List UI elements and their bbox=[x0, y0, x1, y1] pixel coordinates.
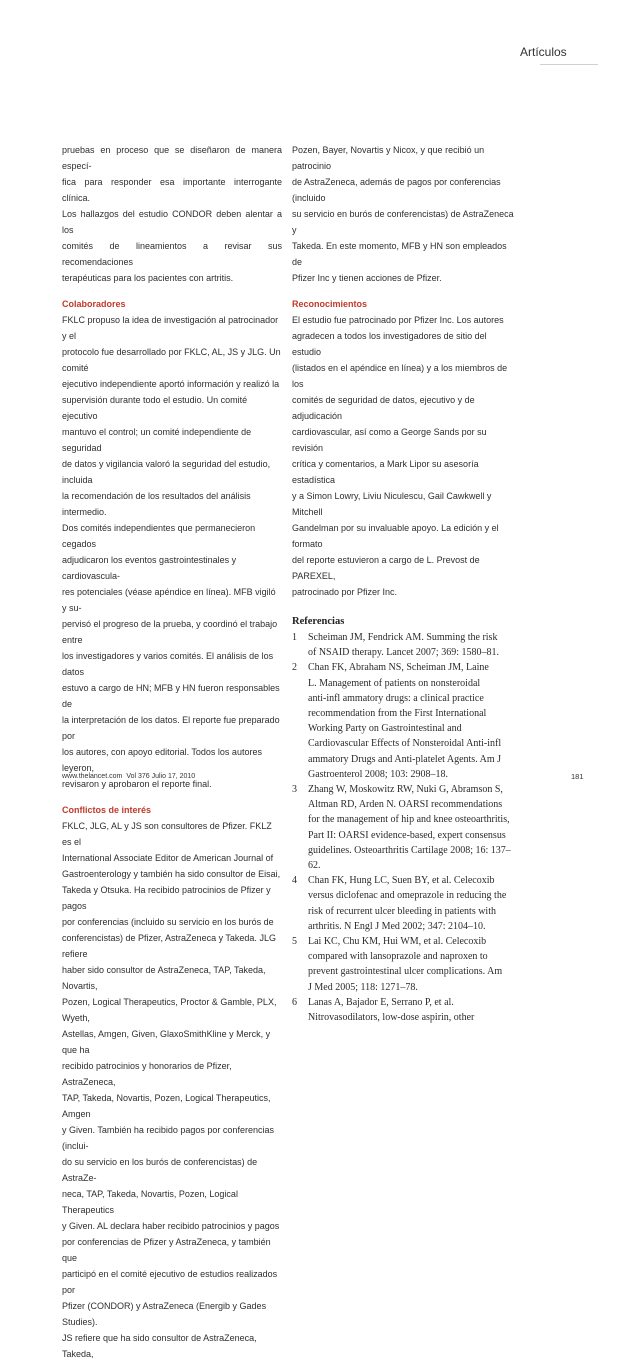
text-line: y Given. También ha recibido pagos por conferencias (inclui- bbox=[62, 1125, 274, 1151]
text-line: protocolo fue desarrollado por FKLC, AL, JS y JLG. Un comité bbox=[62, 347, 281, 373]
text-line: los investigadores y varios comités. El análisis de los datos bbox=[62, 651, 274, 677]
conflictos-text bbox=[62, 818, 282, 1362]
text-line: de datos y vigilancia valoró la seguridad del estudio, incluida bbox=[62, 459, 271, 485]
reference-line: Lanas A, Bajador E, Serrano P, et al. bbox=[308, 996, 454, 1008]
reference-number: 3 bbox=[292, 784, 297, 796]
reference-line: prevent gastrointestinal ulcer complications. Am bbox=[308, 966, 503, 978]
reconocimientos-heading: Reconocimientos bbox=[292, 299, 368, 309]
colaboradores-heading: Colaboradores bbox=[62, 299, 126, 309]
text-line: revisaron y aprobaron el reporte final. bbox=[62, 779, 212, 789]
reference-line: Gastroenterol 2008; 103: 2908–18. bbox=[308, 768, 448, 780]
text-line: mantuvo el control; un comité independiente de seguridad bbox=[62, 427, 252, 453]
text-line: Pfizer (CONDOR) y AstraZeneca (Energib y Gades Studies). bbox=[62, 1301, 267, 1327]
reconocimientos-text bbox=[292, 312, 518, 600]
reference-line: of NSAID therapy. Lancet 2007; 369: 1580–81. bbox=[308, 647, 499, 659]
text-line: la interpretación de los datos. El reporte fue preparado por bbox=[62, 715, 280, 741]
text-line: pruebas en proceso que se diseñaron de manera especí- bbox=[62, 145, 282, 171]
text-line: comités de lineamientos a revisar sus recomendaciones bbox=[62, 241, 282, 267]
reference-item bbox=[292, 995, 518, 1025]
text-line: International Associate Editor de American Journal of bbox=[62, 853, 274, 863]
reference-line: risk of recurrent ulcer bleeding in patients with bbox=[308, 905, 496, 917]
text-line: FKLC, JLG, AL y JS son consultores de Pfizer. FKLZ es el bbox=[62, 821, 272, 847]
text-line: patrocinado por Pfizer Inc. bbox=[292, 587, 398, 597]
text-line: (listados en el apéndice en línea) y a los miembros de los bbox=[292, 363, 508, 389]
footer-volume: Vol 376 Julio 17, 2010 bbox=[126, 773, 196, 780]
right-column bbox=[292, 142, 518, 1025]
right-intro bbox=[292, 142, 518, 286]
left-intro bbox=[62, 142, 282, 286]
section-title: Artículos bbox=[520, 45, 567, 59]
header-rule bbox=[540, 64, 598, 65]
text-line: cardiovascular, así como a George Sands por su revisión bbox=[292, 427, 487, 453]
text-line: recibido patrocinios y honorarios de Pfizer, AstraZeneca, bbox=[62, 1061, 232, 1087]
text-line: fica para responder esa importante interrogante clínica. bbox=[62, 177, 282, 203]
text-line: adjudicaron los eventos gastrointestinales y cardiovascula- bbox=[62, 555, 237, 581]
text-line: Gastroenterology y también ha sido consultor de Eisai, bbox=[62, 869, 281, 879]
text-line: terapéuticas para los pacientes con artritis. bbox=[62, 273, 234, 283]
text-line: del reporte estuvieron a cargo de L. Prevost de PAREXEL, bbox=[292, 555, 480, 581]
reference-line: Scheiman JM, Fendrick AM. Summing the risk bbox=[308, 632, 498, 643]
text-line: y Given. AL declara haber recibido patrocinios y pagos bbox=[62, 1221, 280, 1231]
reference-line: versus diclofenac and omeprazole in reducing the bbox=[308, 890, 507, 902]
text-line: Dos comités independientes que permanecieron cegados bbox=[62, 523, 256, 549]
text-line: Takeda y Otsuka. Ha recibido patrocinios de Pfizer y pagos bbox=[62, 885, 271, 911]
reference-number: 2 bbox=[292, 662, 297, 674]
left-column bbox=[62, 142, 282, 1362]
text-line: Los hallazgos del estudio CONDOR deben alentar a los bbox=[62, 209, 282, 235]
reference-line: J Med 2005; 118: 1271–78. bbox=[308, 981, 418, 993]
text-line: de AstraZeneca, además de pagos por conferencias (incluido bbox=[292, 177, 501, 203]
reference-line: guidelines. Osteoarthritis Cartilage 2008; 16: 137–62. bbox=[308, 844, 511, 872]
reference-item bbox=[292, 660, 518, 782]
text-line: agradecen a todos los investigadores de sitio del estudio bbox=[292, 331, 487, 357]
reference-line: Lai KC, Chu KM, Hui WM, et al. Celecoxib bbox=[308, 936, 487, 948]
text-line: JS refiere que ha sido consultor de AstraZeneca, Takeda, bbox=[62, 1333, 257, 1359]
referencias-heading: Referencias bbox=[292, 616, 345, 627]
reference-line: Chan FK, Abraham NS, Scheiman JM, Laine bbox=[308, 662, 489, 674]
reference-item bbox=[292, 630, 518, 660]
text-line: crítica y comentarios, a Mark Lipor su asesoría estadística bbox=[292, 459, 479, 485]
text-line: por conferencias de Pfizer y AstraZeneca, y también que bbox=[62, 1237, 271, 1263]
text-line: los autores, con apoyo editorial. Todos los autores leyeron, bbox=[62, 747, 262, 773]
reference-line: Cardiovascular Effects of Nonsteroidal Anti-infl bbox=[308, 738, 502, 750]
text-line: res potenciales (véase apéndice en línea). MFB vigiló y su- bbox=[62, 587, 276, 613]
text-line: y a Simon Lowry, Liviu Niculescu, Gail Cawkwell y Mitchell bbox=[292, 491, 492, 517]
reference-line: ammatory Drugs and Anti-platelet Agents. Am J bbox=[308, 753, 502, 765]
reference-line: compared with lansoprazole and naproxen to bbox=[308, 951, 488, 963]
reference-line: L. Management of patients on nonsteroidal bbox=[308, 677, 481, 689]
text-line: supervisión durante todo el estudio. Un comité ejecutivo bbox=[62, 395, 248, 421]
reference-line: arthritis. N Engl J Med 2002; 347: 2104–10. bbox=[308, 920, 486, 932]
text-line: estuvo a cargo de HN; MFB y HN fueron responsables de bbox=[62, 683, 280, 709]
reference-item bbox=[292, 873, 518, 934]
page-number: 181 bbox=[571, 772, 584, 781]
text-line: pervisó el progreso de la prueba, y coordinó el trabajo entre bbox=[62, 619, 278, 645]
text-line: haber sido consultor de AstraZeneca, TAP, Takeda, Novartis, bbox=[62, 965, 266, 991]
reference-number: 4 bbox=[292, 875, 297, 887]
text-line: su servicio en burós de conferencistas) de AstraZeneca y bbox=[292, 209, 514, 235]
text-line: Gandelman por su invaluable apoyo. La edición y el formato bbox=[292, 523, 499, 549]
text-line: conferencistas) de Pfizer, AstraZeneca y Takeda. JLG refiere bbox=[62, 933, 276, 959]
reference-line: for the management of hip and knee osteoarthritis, bbox=[308, 814, 510, 826]
text-line: ejecutivo independiente aportó información y realizó la bbox=[62, 379, 280, 389]
text-line: FKLC propuso la idea de investigación al patrocinador y el bbox=[62, 315, 279, 341]
text-line: do su servicio en los burós de conferencistas) de AstraZe- bbox=[62, 1157, 258, 1183]
text-line: Pfizer Inc y tienen acciones de Pfizer. bbox=[292, 273, 442, 283]
text-line: Astellas, Amgen, Given, GlaxoSmithKline y Merck, y que ha bbox=[62, 1029, 271, 1055]
text-line: TAP, Takeda, Novartis, Pozen, Logical Therapeutics, Amgen bbox=[62, 1093, 271, 1119]
reference-line: Altman RD, Arden N. OARSI recommendations bbox=[308, 799, 503, 811]
text-line: Pozen, Bayer, Novartis y Nicox, y que recibió un patrocinio bbox=[292, 145, 485, 171]
text-line: participó en el comité ejecutivo de estudios realizados por bbox=[62, 1269, 278, 1295]
reference-item bbox=[292, 934, 518, 995]
reference-line: anti-infl ammatory drugs: a clinical practice bbox=[308, 692, 484, 704]
colaboradores-text bbox=[62, 312, 282, 792]
reference-line: Part II: OARSI evidence-based, expert consensus bbox=[308, 829, 506, 841]
text-line: neca, TAP, Takeda, Novartis, Pozen, Logical Therapeutics bbox=[62, 1189, 238, 1215]
text-line: por conferencias (incluido su servicio en los burós de bbox=[62, 917, 274, 927]
reference-number: 6 bbox=[292, 996, 297, 1008]
reference-line: Nitrovasodilators, low-dose aspirin, other bbox=[308, 1012, 475, 1024]
reference-line: Chan FK, Hung LC, Suen BY, et al. Celecoxib bbox=[308, 875, 495, 887]
text-line: Takeda. En este momento, MFB y HN son empleados de bbox=[292, 241, 507, 267]
reference-number: 1 bbox=[292, 632, 297, 643]
text-line: Pozen, Logical Therapeutics, Proctor & Gamble, PLX, Wyeth, bbox=[62, 997, 277, 1023]
footer-citation bbox=[62, 773, 195, 780]
reference-number: 5 bbox=[292, 936, 297, 948]
footer-website[interactable]: www.thelancet.com bbox=[62, 773, 123, 780]
reference-list bbox=[292, 630, 518, 1025]
conflictos-heading: Conflictos de interés bbox=[62, 805, 152, 815]
reference-line: Zhang W, Moskowitz RW, Nuki G, Abramson S, bbox=[308, 784, 503, 796]
text-line: comités de seguridad de datos, ejecutivo y de adjudicación bbox=[292, 395, 475, 421]
reference-line: recommendation from the First International bbox=[308, 708, 487, 720]
reference-line: Working Party on Gastrointestinal and bbox=[308, 723, 462, 735]
text-line: la recomendación de los resultados del análisis intermedio. bbox=[62, 491, 251, 517]
text-line: El estudio fue patrocinado por Pfizer Inc. Los autores bbox=[292, 315, 504, 325]
reference-item bbox=[292, 782, 518, 873]
